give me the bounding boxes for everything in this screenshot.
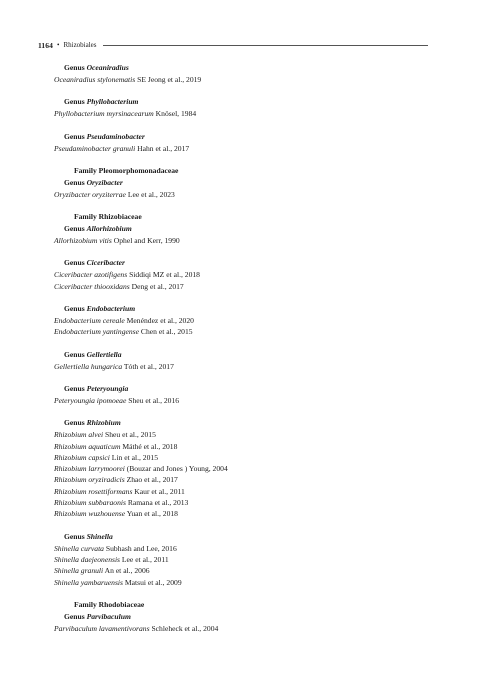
genus-name: Oryzibacter (86, 177, 123, 187)
species-name: Shinella curvata (54, 543, 104, 553)
species-entry (54, 315, 434, 326)
genus-heading (54, 257, 434, 269)
genus-name: Endobacterium (86, 304, 136, 314)
taxon-list (54, 62, 434, 645)
genus-label: Genus (64, 224, 87, 234)
species-authority: An et al., 2006 (103, 566, 150, 576)
species-authority: Tóth et al., 2017 (122, 361, 174, 371)
species-authority: Yuan et al., 2018 (125, 509, 178, 519)
species-authority: Subhash and Lee, 2016 (103, 543, 177, 553)
genus-label: Genus (64, 304, 87, 314)
species-entry (54, 508, 434, 519)
species-authority: Lee et al., 2011 (120, 554, 169, 564)
species-authority: Matsui et al., 2009 (122, 577, 182, 587)
genus-name: Rhizobium (86, 418, 121, 428)
species-name: Shinella granuli (54, 566, 104, 576)
genus-name: Gellertiella (86, 349, 122, 359)
genus-group (54, 211, 434, 246)
genus-group (54, 62, 434, 85)
genus-group (54, 599, 434, 634)
genus-group (54, 383, 434, 406)
genus-label: Genus (64, 131, 87, 141)
species-authority: Kaur et al., 2011 (132, 486, 185, 496)
genus-name: Peteryoungia (86, 383, 129, 393)
species-name: Rhizobium aquaticum (54, 441, 121, 451)
species-entry (54, 497, 434, 508)
header-bullet: • (57, 41, 60, 49)
species-entry (54, 486, 434, 497)
species-name: Rhizobium larrymoorei (54, 464, 125, 474)
genus-name: Phyllobacterium (86, 97, 139, 107)
species-name: Rhizobium capsici (54, 452, 110, 462)
genus-heading (54, 62, 434, 74)
species-entry (54, 577, 434, 588)
genus-label: Genus (64, 383, 87, 393)
species-entry (54, 361, 434, 372)
genus-group (54, 96, 434, 119)
species-entry (54, 565, 434, 576)
species-name: Ciceribacter thiooxidans (54, 281, 130, 291)
species-authority: Deng et al., 2017 (129, 281, 184, 291)
species-entry (54, 623, 434, 634)
genus-heading (54, 96, 434, 108)
species-entry (54, 108, 434, 119)
genus-label: Genus (64, 418, 87, 428)
species-entry (54, 429, 434, 440)
species-name: Oceaniradius stylonematis (54, 75, 136, 84)
species-entry (54, 463, 434, 474)
species-name: Rhizobium oryziradicis (54, 475, 125, 485)
species-name: Rhizobium alvei (54, 430, 104, 440)
genus-name: Allorhizobium (86, 224, 132, 234)
species-name: Oryzibacter oryziterrae (54, 189, 126, 199)
page-number: 1164 (38, 40, 53, 50)
genus-label: Genus (64, 531, 87, 541)
species-name: Rhizobium subbaraonis (54, 498, 126, 508)
species-authority: Hahn et al., 2017 (135, 143, 190, 153)
genus-heading (54, 349, 434, 361)
genus-label: Genus (64, 63, 87, 72)
species-entry (54, 269, 434, 280)
header-rule (103, 45, 428, 46)
genus-group (54, 303, 434, 338)
species-authority: Schleheck et al., 2004 (149, 623, 219, 633)
running-title: Rhizobiales (63, 41, 97, 49)
genus-label: Genus (64, 97, 87, 107)
species-name: Rhizobium rosettiformans (54, 486, 133, 496)
genus-name: Oceaniradius (86, 63, 129, 72)
species-entry (54, 395, 434, 406)
species-entry (54, 143, 434, 154)
species-name: Rhizobium wuzhouense (54, 509, 126, 519)
species-name: Peteryoungia ipomoeae (54, 395, 127, 405)
species-name: Endobacterium cereale (54, 316, 125, 326)
genus-name: Parvibaculum (86, 611, 131, 621)
genus-group (54, 165, 434, 200)
species-authority: Ramana et al., 2013 (125, 498, 189, 508)
family-heading: Family Pleomorphomonadaceae (74, 165, 179, 175)
species-authority: Sheu et al., 2016 (126, 395, 180, 405)
species-entry (54, 326, 434, 337)
genus-label: Genus (64, 177, 87, 187)
species-name: Shinella daejeonensis (54, 554, 121, 564)
species-name: Gellertiella hungarica (54, 361, 123, 371)
genus-name: Pseudaminobacter (86, 131, 145, 141)
genus-heading (54, 611, 434, 623)
genus-heading (54, 223, 434, 235)
species-name: Ciceribacter azotifigens (54, 270, 128, 280)
species-entry (54, 441, 434, 452)
species-authority: Siddiqi MZ et al., 2018 (127, 270, 200, 280)
family-heading: Family Rhizobiaceae (74, 212, 142, 222)
genus-group (54, 531, 434, 588)
species-authority: Lin et al., 2015 (109, 452, 158, 462)
species-name: Shinella yambaruensis (54, 577, 123, 587)
genus-heading (54, 303, 434, 315)
genus-heading (54, 177, 434, 189)
running-header (38, 39, 428, 51)
species-entry (54, 554, 434, 565)
species-authority: Chen et al., 2015 (139, 327, 193, 337)
species-name: Parvibaculum lavamentivorans (54, 623, 150, 633)
genus-label: Genus (64, 258, 87, 268)
genus-group (54, 349, 434, 372)
species-entry (54, 281, 434, 292)
species-entry (54, 74, 434, 85)
species-entry (54, 452, 434, 463)
species-authority: Menéndez et al., 2020 (124, 316, 194, 326)
genus-heading (54, 383, 434, 395)
genus-heading (54, 131, 434, 143)
species-entry (54, 543, 434, 554)
species-name: Pseudaminobacter granuli (54, 143, 136, 153)
family-heading: Family Rhodobiaceae (74, 599, 145, 609)
genus-heading (54, 417, 434, 429)
genus-group (54, 417, 434, 519)
genus-name: Ciceribacter (86, 258, 125, 268)
genus-heading (54, 531, 434, 543)
species-entry (54, 189, 434, 200)
species-name: Phyllobacterium myrsinacearum (54, 109, 154, 119)
genus-group (54, 131, 434, 154)
species-authority: Zhao et al., 2017 (124, 475, 178, 485)
species-authority: Knösel, 1984 (153, 109, 197, 119)
species-authority: Lee et al., 2023 (125, 189, 175, 199)
species-authority: SE Jeong et al., 2019 (135, 75, 202, 84)
genus-name: Shinella (86, 531, 113, 541)
species-authority: Máthé et al., 2018 (120, 441, 178, 451)
genus-label: Genus (64, 611, 87, 621)
species-authority: Sheu et al., 2015 (103, 430, 156, 440)
species-name: Allorhizobium vitis (54, 236, 112, 246)
species-authority: (Bouzar and Jones ) Young, 2004 (124, 464, 228, 474)
genus-label: Genus (64, 349, 87, 359)
species-entry (54, 235, 434, 246)
species-entry (54, 474, 434, 485)
species-authority: Ophel and Kerr, 1990 (111, 236, 180, 246)
genus-group (54, 257, 434, 292)
species-name: Endobacterium yantingense (54, 327, 139, 337)
